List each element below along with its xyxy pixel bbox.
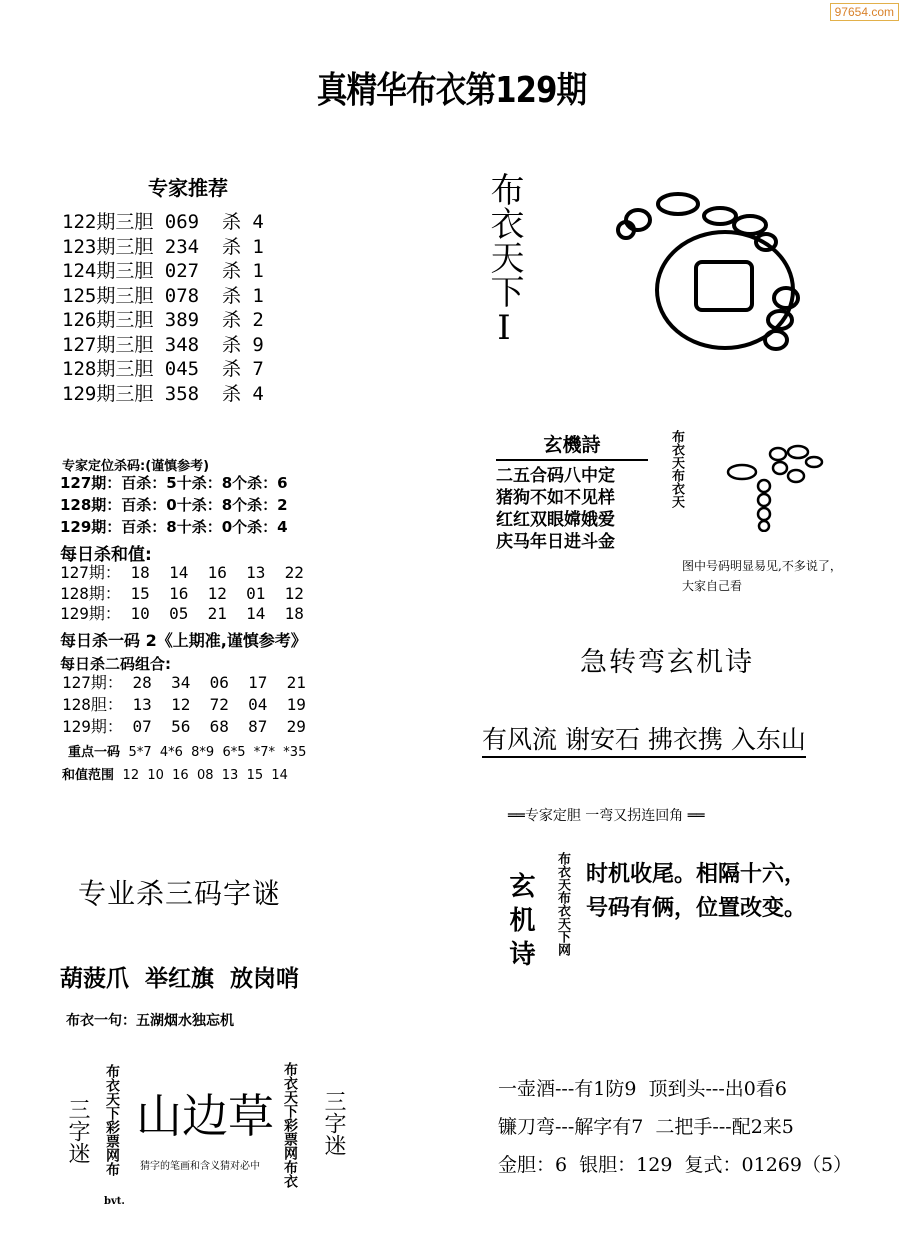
dingdan-heading: ══专家定胆 一弯又拐连回角 ══ <box>508 808 705 824</box>
xuanjishi-lines <box>586 858 806 926</box>
daily-sum-heading: 每日杀和值: <box>60 545 152 565</box>
ingot-bead <box>773 462 787 474</box>
bead <box>734 216 766 234</box>
page-title: 真精华布衣第129期 <box>316 70 587 111</box>
expert-row: 126期三胆 389 杀 2 <box>62 309 264 331</box>
expert-row: 129期三胆 358 杀 4 <box>62 382 264 405</box>
expert-row: 127期三胆 348 杀 9 <box>62 333 264 356</box>
expert-row: 123期三胆 234 杀 1 <box>62 235 264 258</box>
expert-row: 124期三胆 027 杀 1 <box>62 260 264 282</box>
daily-sum-row: 127期： 18 14 16 13 22 <box>60 563 304 582</box>
ingot-bead <box>770 448 786 460</box>
daily-two-row: 128胆： 13 12 72 04 19 <box>62 695 306 714</box>
bottom-hint-line: 一壶酒---有1防9 顶到头---出0看6 <box>498 1078 787 1100</box>
key-code-row <box>68 741 306 760</box>
ingot-bead <box>788 470 804 482</box>
position-kill-heading: 专家定位杀码:(谨慎参考) <box>62 459 210 474</box>
bead <box>765 331 787 349</box>
bead <box>658 194 698 214</box>
key-code-label: 重点一码 <box>68 745 121 760</box>
bottom-hint-line: 金胆：6 银胆：129 复式：01269（5） <box>498 1154 853 1176</box>
picture-note: 图中号码明显易见,不多说了，大家自己看 <box>682 559 842 593</box>
expert-heading: 专家推荐 <box>148 176 228 200</box>
ingot-bead <box>759 521 769 531</box>
daily-two-row: 127期： 28 34 06 17 21 <box>62 673 306 692</box>
vertical-small-label: 布衣天布衣天 <box>669 430 684 508</box>
ingot-bead <box>758 480 770 492</box>
ingot <box>728 465 756 479</box>
daily-two-row: 129期： 07 56 68 87 29 <box>62 717 306 736</box>
coin-square <box>696 262 752 310</box>
jizhuan-line: 有风流 谢安石 拂衣携 入东山 <box>482 720 806 758</box>
bottom-hint-line: 镰刀弯---解字有7 二把手---配2来5 <box>498 1116 794 1138</box>
daily-sum-row: 128期： 15 16 12 01 12 <box>60 583 304 603</box>
sum-range-row <box>62 764 288 783</box>
xuanji-line: 庆马年日进斗金 <box>496 532 615 552</box>
ingot-bead <box>788 446 808 458</box>
vertical-label-left-extra: bvt. <box>104 1196 125 1207</box>
center-note: 猜字的笔画和含义猜对必中 <box>140 1161 260 1172</box>
jizhuan-heading: 急转弯玄机诗 <box>580 647 754 678</box>
xuanjishi-vertical-label: 布衣天布衣天下网 <box>555 852 570 956</box>
position-kill-row: 127期：百杀：5十杀：8个杀：6 <box>60 474 288 492</box>
vertical-label-left: 布衣天下彩票网布 <box>104 1064 120 1176</box>
expert-row: 125期三胆 078 杀 1 <box>62 284 264 307</box>
center-riddle: 山边草 <box>136 1089 274 1143</box>
ingot-bead <box>758 508 770 520</box>
vertical-label-right: 布衣天下彩票网布衣 <box>282 1062 298 1188</box>
daily-two-list <box>62 672 306 738</box>
bead <box>704 208 736 224</box>
daily-one-code: 每日杀一码 2《上期准,谨慎参考》 <box>60 631 307 650</box>
daily-sum-row: 129期： 10 05 21 14 18 <box>60 604 304 623</box>
buyi-vertical-title: 布衣天下I <box>484 172 524 348</box>
expert-row: 128期三胆 045 杀 7 <box>62 358 264 380</box>
expert-row: 122期三胆 069 杀 4 <box>62 211 264 233</box>
watermark: 97654.com <box>830 3 899 21</box>
xuanji-line: 二五合码八中定 <box>496 466 615 486</box>
xuanji-heading: 玄機詩 <box>496 430 648 461</box>
xuanji-box <box>496 430 648 550</box>
xuanji-line: 红红双眼嫦娥爱 <box>496 510 615 530</box>
buyi-sentence: 布衣一句：五湖烟水独忘机 <box>66 1013 234 1029</box>
ingot-drawing <box>720 440 830 532</box>
sum-range-label: 和值范围 <box>62 768 115 783</box>
riddle-heading: 专业杀三码字谜 <box>78 877 282 910</box>
position-kill-row: 128期：百杀：0十杀：8个杀：2 <box>60 496 288 514</box>
daily-two-heading: 每日杀二码组合: <box>60 655 171 673</box>
xuanji-line: 猪狗不如不见样 <box>496 488 615 508</box>
coin-drawing <box>600 180 850 365</box>
san-zi-mi-left: 三字迷 <box>65 1098 90 1164</box>
position-kill-list <box>60 472 288 538</box>
expert-list <box>62 210 264 406</box>
xuanjishi-line: 时机收尾。相隔十六， <box>586 862 807 887</box>
bottom-hints <box>498 1070 852 1184</box>
ingot-bead <box>806 457 822 467</box>
bead <box>626 210 650 230</box>
xuanjishi-line: 号码有俩，位置改变。 <box>586 896 807 921</box>
ingot-bead <box>758 494 770 506</box>
san-zi-mi-right: 三字迷 <box>321 1090 346 1156</box>
key-code-value: 5*7 4*6 8*9 6*5 *7* *35 <box>128 745 307 760</box>
sum-range-value: 12 10 16 08 13 15 14 <box>122 768 288 783</box>
daily-sum-list <box>60 563 304 625</box>
position-kill-row: 129期：百杀：8十杀：0个杀：4 <box>60 518 288 536</box>
xuanjishi-title: 玄机诗 <box>505 872 535 974</box>
riddle-line: 葫菠爪 举红旗 放岗哨 <box>60 966 300 992</box>
